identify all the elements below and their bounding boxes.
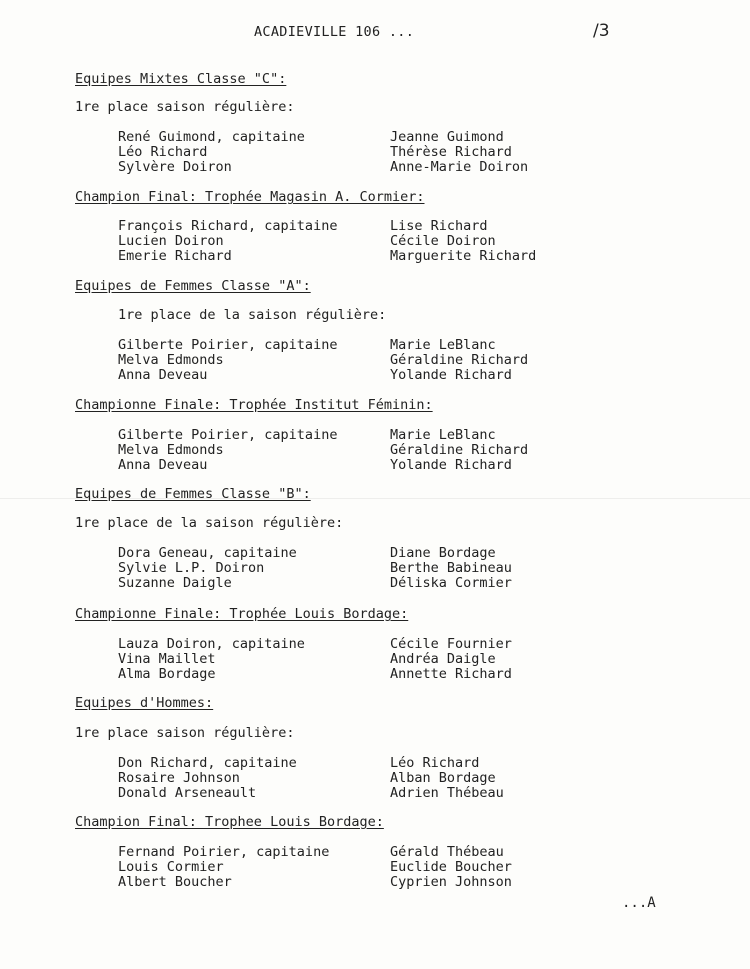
player-name: Anna Deveau [118,367,208,383]
roster-row [118,234,638,249]
player-name: Diane Bordage [390,545,496,561]
player-name: Anne-Marie Doiron [390,159,529,175]
player-name: Annette Richard [390,666,512,682]
team-roster [118,130,638,175]
player-name: Géraldine Richard [390,442,529,458]
roster-row [118,219,638,234]
team-roster [118,428,638,473]
roster-row [118,875,638,890]
player-name: Louis Cormier [118,859,224,875]
roster-row [118,145,638,160]
player-name: Lucien Doiron [118,233,224,249]
player-name: Gilberte Poirier, capitaine [118,427,338,443]
roster-row [118,771,638,786]
player-name: Marie LeBlanc [390,427,496,443]
player-name: François Richard, capitaine [118,218,338,234]
roster-row [118,786,638,801]
roster-row [118,576,638,591]
roster-row [118,860,638,875]
player-name: Don Richard, capitaine [118,755,297,771]
player-name: Yolande Richard [390,457,512,473]
player-name: Melva Edmonds [118,352,224,368]
roster-row [118,428,638,443]
player-name: Jeanne Guimond [390,129,504,145]
player-name: Alban Bordage [390,770,496,786]
section-subtitle: 1re place saison régulière: [75,99,295,115]
roster-row [118,561,638,576]
player-name: Yolande Richard [390,367,512,383]
player-name: Albert Boucher [118,874,232,890]
continued-marker: ...A [622,895,656,911]
roster-row [118,160,638,175]
player-name: Cécile Doiron [390,233,496,249]
player-name: Thérèse Richard [390,144,512,160]
roster-row [118,845,638,860]
team-roster [118,637,638,682]
roster-row [118,756,638,771]
player-name: Cyprien Johnson [390,874,512,890]
roster-row [118,338,638,353]
team-roster [118,546,638,591]
player-name: Lise Richard [390,218,488,234]
page-number: /3 [593,21,610,41]
player-name: Euclide Boucher [390,859,512,875]
player-name: Marie LeBlanc [390,337,496,353]
player-name: Berthe Babineau [390,560,512,576]
player-name: Rosaire Johnson [118,770,240,786]
player-name: Alma Bordage [118,666,216,682]
roster-row [118,249,638,264]
player-name: Emerie Richard [118,248,232,264]
roster-row [118,353,638,368]
player-name: Fernand Poirier, capitaine [118,844,330,860]
section-title: Equipes de Femmes Classe "A": [75,278,311,294]
player-name: Melva Edmonds [118,442,224,458]
team-roster [118,219,638,264]
roster-row [118,458,638,473]
page-header-title: ACADIEVILLE 106 ... [254,24,415,40]
player-name: Sylvère Doiron [118,159,232,175]
section-title: Equipes d'Hommes: [75,695,214,711]
section-subtitle: 1re place de la saison régulière: [75,515,344,531]
player-name: Léo Richard [118,144,208,160]
player-name: Andréa Daigle [390,651,496,667]
player-name: Vina Maillet [118,651,216,667]
section-title: Championne Finale: Trophée Institut Féminin: [75,397,433,413]
roster-row [118,443,638,458]
player-name: Géraldine Richard [390,352,529,368]
player-name: Cécile Fournier [390,636,512,652]
player-name: René Guimond, capitaine [118,129,305,145]
team-roster [118,338,638,383]
team-roster [118,756,638,801]
player-name: Anna Deveau [118,457,208,473]
player-name: Gérald Thébeau [390,844,504,860]
section-subtitle: 1re place saison régulière: [75,725,295,741]
roster-row [118,652,638,667]
player-name: Donald Arseneault [118,785,257,801]
player-name: Adrien Thébeau [390,785,504,801]
player-name: Dora Geneau, capitaine [118,545,297,561]
section-title: Championne Finale: Trophée Louis Bordage: [75,606,409,622]
section-title: Champion Final: Trophée Magasin A. Cormier: [75,189,425,205]
player-name: Suzanne Daigle [118,575,232,591]
section-title: Equipes Mixtes Classe "C": [75,71,287,87]
player-name: Léo Richard [390,755,480,771]
player-name: Marguerite Richard [390,248,537,264]
player-name: Déliska Cormier [390,575,512,591]
section-title: Equipes de Femmes Classe "B": [75,486,311,502]
section-subtitle: 1re place de la saison régulière: [118,307,387,323]
player-name: Lauza Doiron, capitaine [118,636,305,652]
player-name: Gilberte Poirier, capitaine [118,337,338,353]
roster-row [118,130,638,145]
team-roster [118,845,638,890]
roster-row [118,637,638,652]
roster-row [118,368,638,383]
section-title: Champion Final: Trophee Louis Bordage: [75,814,384,830]
player-name: Sylvie L.P. Doiron [118,560,265,576]
roster-row [118,546,638,561]
roster-row [118,667,638,682]
